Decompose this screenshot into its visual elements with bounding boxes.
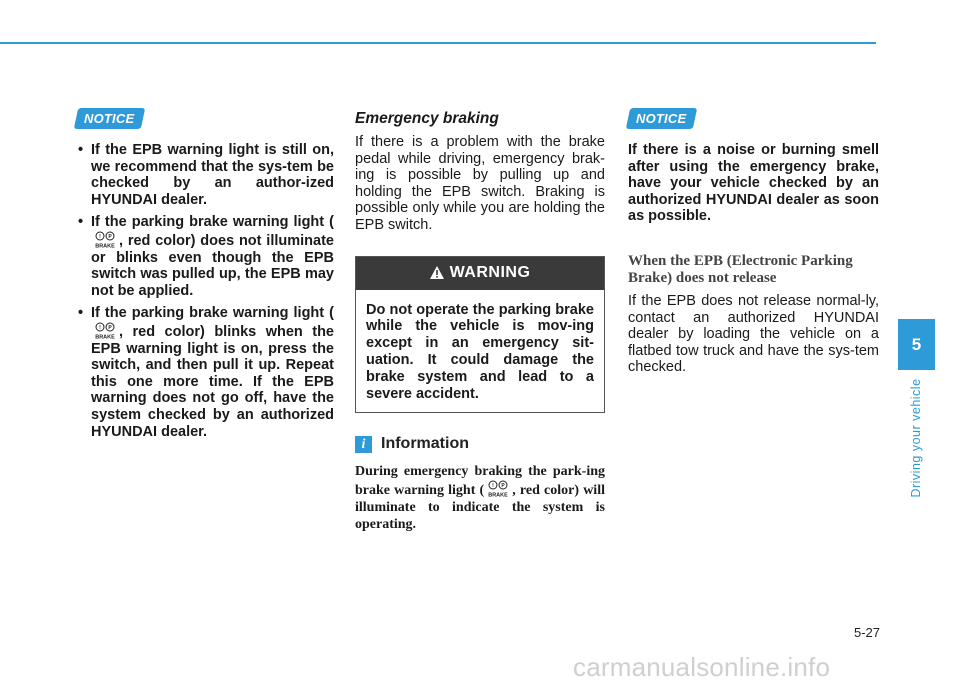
svg-text:!: !	[99, 324, 101, 331]
chapter-tab: 5	[898, 319, 935, 370]
notice-item: • If the EPB warning light is still on, we recommend that the sys-tem be checked by an author-ized HYUNDAI dealer.	[76, 142, 334, 208]
notice-badge: NOTICE	[626, 108, 698, 129]
warning-header: WARNING	[356, 257, 604, 290]
svg-text:!: !	[99, 233, 101, 240]
svg-text:BRAKE: BRAKE	[95, 334, 115, 340]
watermark: carmanualsonline.info	[573, 652, 831, 682]
section-heading: Emergency braking	[355, 110, 499, 127]
column-middle	[355, 108, 605, 533]
warning-body: Do not operate the parking brake while the vehicle is mov-ing except in an emergency sit-uation. It could damage the brake system and lead to a severe accident.	[366, 301, 594, 402]
warning-triangle-icon	[430, 266, 444, 279]
parking-brake-icon	[485, 480, 511, 498]
parking-brake-icon	[92, 231, 118, 249]
information-header	[355, 435, 605, 453]
subsection-body: If the EPB does not release normal-ly, contact an authorized HYUNDAI dealer by loading the vehicle on a flatbed tow truck and have the sys-tem checked.	[628, 292, 879, 376]
chapter-label: Driving your vehicle	[909, 378, 923, 498]
notice-badge: NOTICE	[74, 108, 146, 129]
svg-text:BRAKE: BRAKE	[488, 492, 508, 499]
page-number: 5-27	[853, 625, 880, 640]
notice-body: If there is a noise or burning smell after using the emergency brake, have your vehicle checked by an authorized HYUNDAI dealer as soon as possible.	[628, 142, 879, 225]
information-body: During emergency braking the park-ing brake warning light ( ! P BRAKE , red color) will illuminate to indicate the system is operating.	[355, 464, 605, 533]
svg-text:BRAKE: BRAKE	[95, 243, 115, 249]
notice-item: • If the parking brake warning light ( ! P BRAKE , red color) blinks when the EPB warning light is on, press the switch, and then pull it up. Repeat this one more time. If the EPB warning does not go off, have the system checked by an authorized HYUNDAI dealer.	[76, 305, 334, 440]
warning-box	[355, 256, 605, 414]
parking-brake-icon	[92, 322, 118, 340]
notice-item: • If the parking brake warning light ( ! P BRAKE , red color) does not illuminate or blinks even though the EPB switch was pulled up, the EPB may not be applied.	[76, 214, 334, 299]
column-right	[628, 108, 879, 376]
svg-text:P: P	[501, 483, 505, 490]
information-title: Information	[381, 435, 469, 453]
svg-text:P: P	[108, 324, 112, 331]
notice-list	[76, 142, 334, 440]
section-body: If there is a problem with the brake pedal while driving, emergency brak-ing is possible by pulling up and holding the EPB switch. Braking is possible only while you are holding the EPB switch.	[355, 134, 605, 233]
header-rule	[0, 42, 876, 44]
information-icon: i	[355, 436, 372, 453]
svg-text:P: P	[108, 233, 112, 240]
column-left	[76, 108, 334, 446]
subsection-heading: When the EPB (Electronic Parking Brake) does not release	[628, 252, 853, 286]
svg-text:!: !	[492, 483, 495, 490]
